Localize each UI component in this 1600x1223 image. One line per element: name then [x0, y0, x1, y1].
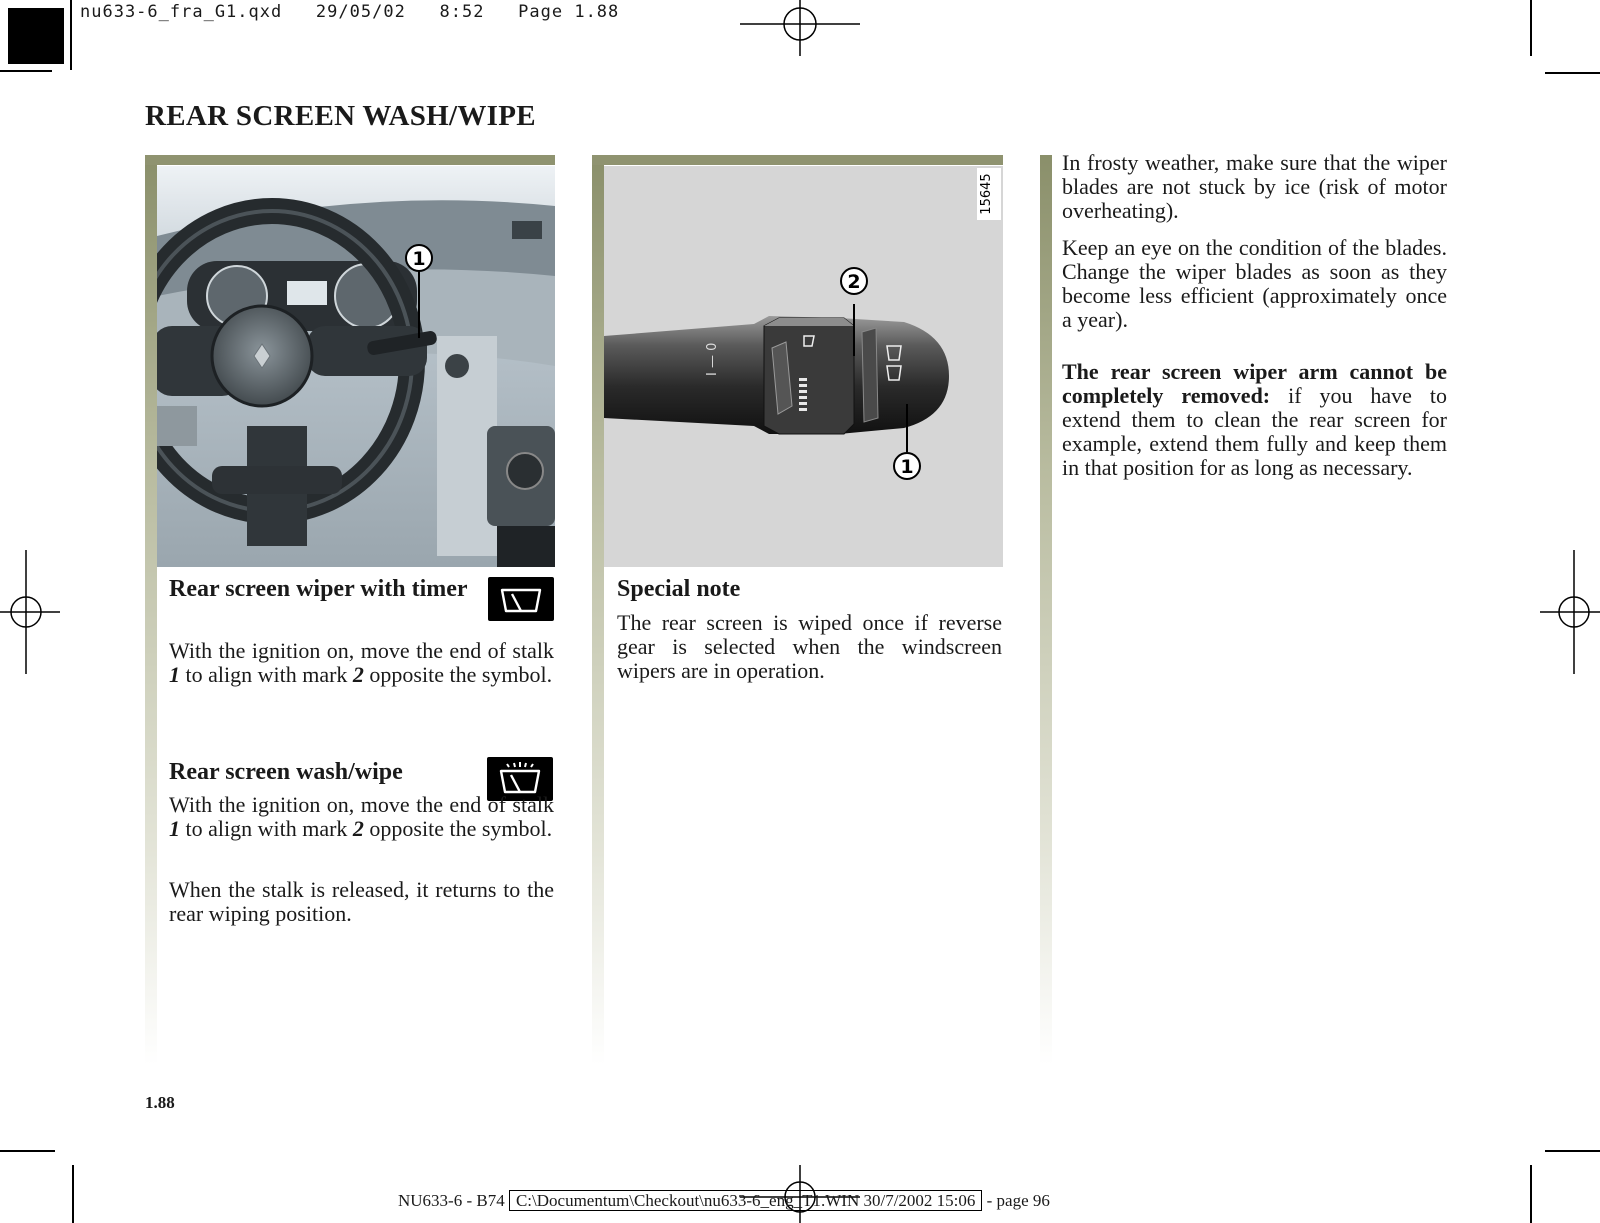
- crop-mark: [70, 0, 72, 70]
- crop-mark: [1545, 1150, 1600, 1152]
- figure-callout-1: 1: [900, 456, 914, 478]
- registration-target-icon: [1540, 550, 1600, 674]
- column-top-rule: [592, 155, 1003, 165]
- figure-reference-number: 15645: [979, 173, 994, 215]
- crop-mark: [0, 1150, 55, 1152]
- stalk-return-note: When the stalk is released, it returns to the rear wiping position.: [169, 877, 554, 926]
- special-note-text: The rear screen is wiped once if reverse gear is selected when the windscreen wipers are in operation.: [617, 610, 1002, 683]
- figure-callout-2: 2: [847, 271, 861, 293]
- mark-ref: 2: [352, 816, 364, 841]
- crop-mark: [0, 70, 52, 72]
- figure-callout-1: 1: [412, 248, 426, 270]
- dashboard-figure: [157, 166, 555, 567]
- crop-mark: [1530, 0, 1532, 56]
- print-footer: NU633-6 - B74 C:\Documentum\Checkout\nu633-6_eng_T1.WIN 30/7/2002 15:06 - page 96: [398, 1191, 1050, 1210]
- stalk-ref: 1: [169, 816, 180, 841]
- column-rule: [145, 155, 157, 1065]
- rear-wiper-timer-icon: [488, 577, 554, 621]
- crop-mark: [1530, 1165, 1532, 1223]
- section-heading-special-note: Special note: [617, 576, 741, 602]
- section-heading-wash-wipe: Rear screen wash/wipe: [169, 759, 403, 785]
- blade-condition-note: Keep an eye on the condition of the blades. Change the wiper blades as soon as they become less efficient (approximately once a year).: [1062, 235, 1447, 332]
- section-heading-wiper-timer: Rear screen wiper with timer: [169, 576, 468, 602]
- file-path-box: C:\Documentum\Checkout\nu633-6_eng_T1.WIN 30/7/2002 15:06: [509, 1190, 982, 1211]
- svg-text:I — 0: I — 0: [705, 342, 720, 376]
- crop-mark: [1545, 72, 1600, 74]
- frost-warning: In frosty weather, make sure that the wiper blades are not stuck by ice (risk of motor overheating).: [1062, 150, 1447, 223]
- page-title: REAR SCREEN WASH/WIPE: [145, 100, 536, 132]
- registration-target-icon: [740, 0, 860, 60]
- wiper-arm-removal-note: The rear screen wiper arm cannot be completely removed: if you have to extend them to clean the rear screen for example, extend them fully and keep them in that position for as long as necessary.: [1062, 359, 1447, 480]
- column-rule: [592, 155, 604, 1065]
- wash-wipe-instructions: With the ignition on, move the end of stalk 1 to align with mark 2 opposite the symbol.: [169, 792, 554, 841]
- column-top-rule: [145, 155, 555, 165]
- mark-ref: 2: [352, 662, 364, 687]
- stalk-figure: [604, 166, 1003, 567]
- registration-target-icon: [0, 550, 60, 674]
- stalk-ref: 1: [169, 662, 180, 687]
- crop-mark: [72, 1165, 74, 1223]
- registration-block: [8, 8, 64, 64]
- column-rule: [1040, 155, 1052, 1065]
- wiper-timer-instructions: With the ignition on, move the end of stalk 1 to align with mark 2 opposite the symbol.: [169, 638, 554, 687]
- file-slug: nu633-6_fra_G1.qxd 29/05/02 8:52 Page 1.88: [80, 2, 620, 22]
- page-number: 1.88: [145, 1093, 175, 1112]
